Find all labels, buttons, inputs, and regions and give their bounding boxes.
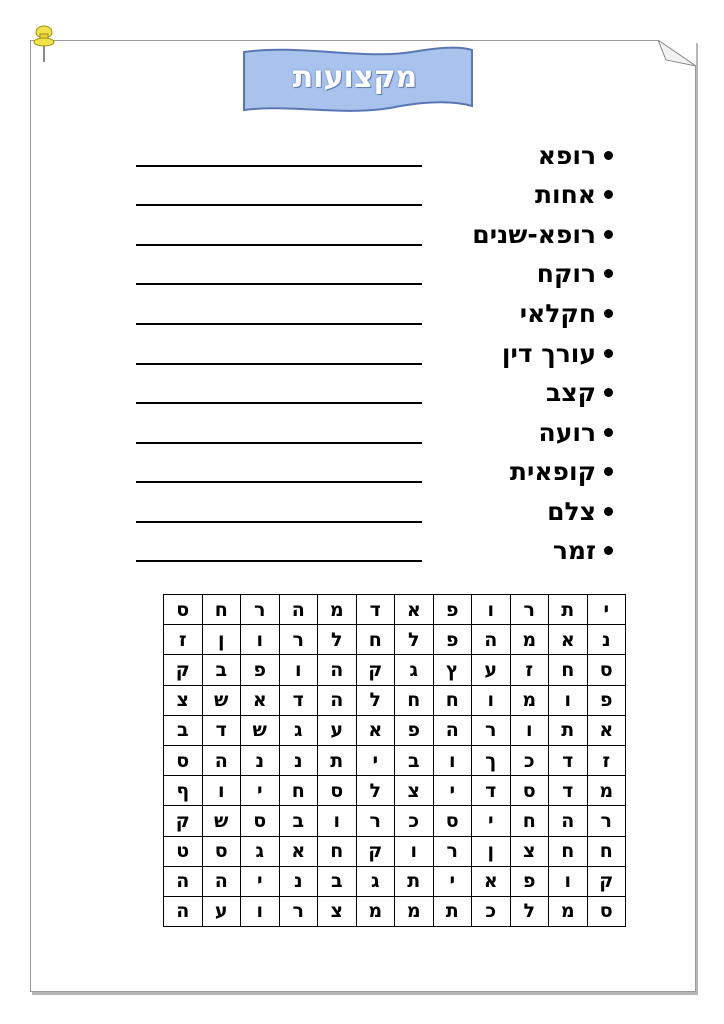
grid-cell[interactable]: ן <box>202 625 241 655</box>
grid-cell[interactable]: ד <box>356 595 395 625</box>
profession-word: עורך דין <box>501 339 596 368</box>
word-row <box>0 178 724 218</box>
answer-line[interactable] <box>136 204 422 206</box>
word-row <box>0 337 724 377</box>
grid-cell[interactable]: ח <box>356 625 395 655</box>
grid-cell[interactable]: ח <box>433 685 472 715</box>
profession-word: רופא-שנים <box>472 220 596 249</box>
profession-word: זמר <box>552 536 596 565</box>
grid-cell[interactable]: נ <box>279 866 318 896</box>
grid-cell[interactable]: פ <box>433 625 472 655</box>
grid-cell[interactable]: מ <box>356 896 395 926</box>
bullet-dot-icon <box>604 309 613 318</box>
answer-line[interactable] <box>136 283 422 285</box>
grid-row <box>164 836 626 866</box>
grid-cell[interactable]: ש <box>241 715 280 745</box>
grid-cell[interactable]: י <box>241 776 280 806</box>
grid-row <box>164 806 626 836</box>
grid-cell[interactable]: ה <box>549 806 588 836</box>
grid-cell[interactable]: ח <box>202 595 241 625</box>
grid-cell[interactable]: ג <box>279 715 318 745</box>
grid-cell[interactable]: א <box>279 836 318 866</box>
grid-cell[interactable]: ח <box>587 836 626 866</box>
answer-line[interactable] <box>136 165 422 167</box>
grid-cell[interactable]: י <box>587 595 626 625</box>
word-row <box>0 297 724 337</box>
grid-cell[interactable]: ח <box>549 836 588 866</box>
grid-cell[interactable]: ד <box>202 715 241 745</box>
grid-cell[interactable]: ת <box>549 595 588 625</box>
grid-cell[interactable]: ה <box>279 595 318 625</box>
bullet-dot-icon <box>604 507 613 516</box>
grid-cell[interactable]: ץ <box>433 655 472 685</box>
grid-cell[interactable]: צ <box>164 685 203 715</box>
grid-cell[interactable]: ו <box>549 685 588 715</box>
word-search-grid <box>163 594 626 927</box>
bullet-dot-icon <box>604 151 613 160</box>
word-row <box>0 416 724 456</box>
grid-row <box>164 715 626 745</box>
grid-row <box>164 866 626 896</box>
grid-cell[interactable]: ר <box>472 715 511 745</box>
grid-cell[interactable]: ו <box>241 625 280 655</box>
grid-cell[interactable]: ש <box>202 806 241 836</box>
profession-word: קופאית <box>509 457 596 486</box>
word-row <box>0 218 724 258</box>
grid-cell[interactable]: ת <box>549 715 588 745</box>
grid-cell[interactable]: ב <box>164 715 203 745</box>
grid-cell[interactable]: ת <box>318 745 357 775</box>
grid-cell[interactable]: ז <box>164 625 203 655</box>
grid-cell[interactable]: ס <box>241 806 280 836</box>
grid-cell[interactable]: ג <box>241 836 280 866</box>
grid-cell[interactable]: ת <box>433 896 472 926</box>
grid-cell[interactable]: ב <box>318 866 357 896</box>
grid-cell[interactable]: ה <box>472 625 511 655</box>
grid-cell[interactable]: א <box>241 685 280 715</box>
grid-cell[interactable]: ו <box>318 806 357 836</box>
profession-word: אחות <box>534 180 596 209</box>
grid-cell[interactable]: ל <box>356 776 395 806</box>
grid-cell[interactable]: ס <box>164 595 203 625</box>
grid-cell[interactable]: ס <box>587 896 626 926</box>
grid-cell[interactable]: ו <box>549 866 588 896</box>
grid-cell[interactable]: ד <box>472 776 511 806</box>
grid-cell[interactable]: ר <box>356 806 395 836</box>
answer-line[interactable] <box>136 481 422 483</box>
grid-cell[interactable]: ת <box>395 866 434 896</box>
grid-cell[interactable]: ז <box>510 655 549 685</box>
answer-line[interactable] <box>136 521 422 523</box>
grid-row <box>164 776 626 806</box>
grid-cell[interactable]: ע <box>202 896 241 926</box>
grid-cell[interactable]: ח <box>318 836 357 866</box>
grid-cell[interactable]: ו <box>202 776 241 806</box>
grid-cell[interactable]: ק <box>587 866 626 896</box>
grid-cell[interactable]: ק <box>164 655 203 685</box>
answer-line[interactable] <box>136 244 422 246</box>
grid-cell[interactable]: ח <box>395 685 434 715</box>
grid-cell[interactable]: ה <box>164 896 203 926</box>
grid-row <box>164 595 626 625</box>
grid-cell[interactable]: ו <box>395 836 434 866</box>
answer-line[interactable] <box>136 323 422 325</box>
grid-cell[interactable]: ד <box>279 685 318 715</box>
grid-cell[interactable]: י <box>241 866 280 896</box>
bullet-dot-icon <box>604 230 613 239</box>
grid-cell[interactable]: צ <box>395 776 434 806</box>
grid-cell[interactable]: י <box>356 745 395 775</box>
grid-cell[interactable]: פ <box>510 866 549 896</box>
grid-cell[interactable]: ק <box>356 655 395 685</box>
grid-cell[interactable]: ל <box>395 625 434 655</box>
grid-cell[interactable]: ח <box>510 806 549 836</box>
bullet-dot-icon <box>604 467 613 476</box>
word-row <box>0 257 724 297</box>
grid-cell[interactable]: ן <box>472 836 511 866</box>
word-row <box>0 495 724 535</box>
grid-cell[interactable]: ח <box>549 655 588 685</box>
profession-word: רועה <box>538 418 596 447</box>
grid-cell[interactable]: ב <box>202 655 241 685</box>
grid-cell[interactable]: פ <box>587 685 626 715</box>
grid-cell[interactable]: ס <box>510 776 549 806</box>
grid-cell[interactable]: ה <box>202 866 241 896</box>
word-row <box>0 139 724 179</box>
profession-word: חקלאי <box>519 299 596 328</box>
grid-cell[interactable]: א <box>549 625 588 655</box>
grid-row <box>164 685 626 715</box>
page-curl-icon <box>658 40 696 66</box>
grid-cell[interactable]: מ <box>510 685 549 715</box>
grid-cell[interactable]: ה <box>318 655 357 685</box>
grid-row <box>164 896 626 926</box>
grid-cell[interactable]: ד <box>549 776 588 806</box>
grid-cell[interactable]: ר <box>241 595 280 625</box>
grid-cell[interactable]: נ <box>241 745 280 775</box>
bullet-dot-icon <box>604 190 613 199</box>
grid-cell[interactable]: ל <box>318 625 357 655</box>
grid-cell[interactable]: צ <box>318 896 357 926</box>
grid-cell[interactable]: א <box>356 715 395 745</box>
grid-cell[interactable]: ע <box>472 655 511 685</box>
grid-cell[interactable]: צ <box>510 836 549 866</box>
grid-cell[interactable]: א <box>472 866 511 896</box>
grid-cell[interactable]: נ <box>587 625 626 655</box>
page-title: מקצועות <box>292 59 418 95</box>
grid-cell[interactable]: א <box>587 715 626 745</box>
grid-cell[interactable]: ס <box>587 655 626 685</box>
grid-cell[interactable]: פ <box>433 595 472 625</box>
grid-cell[interactable]: א <box>395 595 434 625</box>
bullet-dot-icon <box>604 269 613 278</box>
grid-cell[interactable]: ח <box>279 776 318 806</box>
grid-cell[interactable]: ר <box>279 896 318 926</box>
pushpin-icon <box>28 24 60 64</box>
grid-row <box>164 655 626 685</box>
bullet-dot-icon <box>604 388 613 397</box>
bullet-dot-icon <box>604 546 613 555</box>
grid-cell[interactable]: מ <box>587 776 626 806</box>
grid-cell[interactable]: ד <box>549 745 588 775</box>
grid-cell[interactable]: ו <box>510 715 549 745</box>
bullet-dot-icon <box>604 349 613 358</box>
grid-cell[interactable]: ס <box>164 745 203 775</box>
grid-cell[interactable]: ף <box>164 776 203 806</box>
grid-cell[interactable]: ה <box>164 866 203 896</box>
grid-row <box>164 625 626 655</box>
profession-word: צלם <box>547 497 596 526</box>
grid-cell[interactable]: ג <box>356 866 395 896</box>
grid-cell[interactable]: ע <box>318 715 357 745</box>
grid-cell[interactable]: ס <box>433 806 472 836</box>
grid-cell[interactable]: כ <box>510 745 549 775</box>
grid-cell[interactable]: ב <box>279 806 318 836</box>
grid-cell[interactable]: ה <box>318 685 357 715</box>
grid-cell[interactable]: פ <box>241 655 280 685</box>
grid-cell[interactable]: ו <box>433 745 472 775</box>
grid-cell[interactable]: מ <box>395 896 434 926</box>
grid-cell[interactable]: י <box>472 806 511 836</box>
grid-cell[interactable]: ז <box>587 745 626 775</box>
answer-line[interactable] <box>136 560 422 562</box>
word-row <box>0 534 724 574</box>
answer-line[interactable] <box>136 363 422 365</box>
grid-cell[interactable]: כ <box>395 806 434 836</box>
grid-cell[interactable]: ג <box>395 655 434 685</box>
grid-cell[interactable]: ר <box>433 836 472 866</box>
profession-word: רופא <box>537 141 596 170</box>
grid-cell[interactable]: נ <box>279 745 318 775</box>
grid-cell[interactable]: ש <box>202 685 241 715</box>
grid-cell[interactable]: מ <box>510 625 549 655</box>
grid-cell[interactable]: ר <box>279 625 318 655</box>
word-row <box>0 376 724 416</box>
grid-cell[interactable]: ק <box>164 806 203 836</box>
grid-cell[interactable]: ו <box>472 595 511 625</box>
grid-cell[interactable]: ב <box>395 745 434 775</box>
bullet-dot-icon <box>604 428 613 437</box>
grid-cell[interactable]: י <box>433 776 472 806</box>
grid-cell[interactable]: כ <box>472 896 511 926</box>
grid-cell[interactable]: ה <box>433 715 472 745</box>
profession-word: רוקח <box>536 259 596 288</box>
grid-cell[interactable]: מ <box>318 595 357 625</box>
grid-cell[interactable]: פ <box>395 715 434 745</box>
grid-cell[interactable]: ס <box>318 776 357 806</box>
grid-cell[interactable]: ר <box>510 595 549 625</box>
grid-cell[interactable]: ק <box>356 836 395 866</box>
grid-cell[interactable]: ט <box>164 836 203 866</box>
grid-cell[interactable]: ו <box>241 896 280 926</box>
grid-cell[interactable]: ס <box>202 836 241 866</box>
word-row <box>0 455 724 495</box>
profession-word: קצב <box>546 378 596 407</box>
grid-cell[interactable]: ך <box>472 745 511 775</box>
grid-cell[interactable]: מ <box>549 896 588 926</box>
grid-cell[interactable]: י <box>433 866 472 896</box>
grid-cell[interactable]: ו <box>472 685 511 715</box>
grid-cell[interactable]: ו <box>279 655 318 685</box>
grid-cell[interactable]: ל <box>510 896 549 926</box>
grid-cell[interactable]: ר <box>587 806 626 836</box>
grid-cell[interactable]: ל <box>356 685 395 715</box>
grid-row <box>164 745 626 775</box>
grid-cell[interactable]: ה <box>202 745 241 775</box>
answer-line[interactable] <box>136 402 422 404</box>
answer-line[interactable] <box>136 442 422 444</box>
